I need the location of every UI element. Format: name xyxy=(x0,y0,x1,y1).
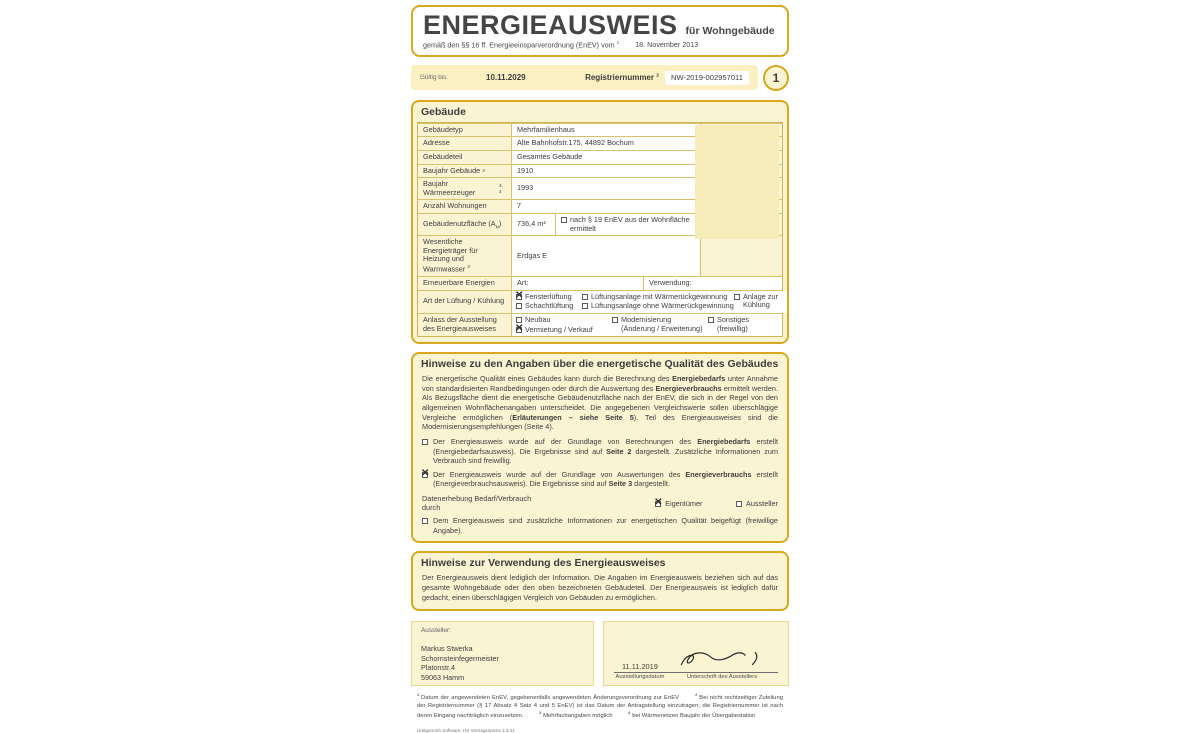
address-row-label: Adresse xyxy=(423,138,450,148)
floor-area-checkbox-label: nach § 19 EnEV aus der Wohnfläche ermittelt xyxy=(570,215,690,233)
checkbox-icon[interactable] xyxy=(516,303,522,309)
option-vermietung-verkauf xyxy=(516,326,612,335)
quality-hints-paragraph xyxy=(413,373,787,437)
floor-area-checkbox-cell xyxy=(555,214,701,235)
building-type-label: für Wohngebäude xyxy=(685,25,775,37)
checkbox-icon[interactable] xyxy=(582,303,588,309)
text-segment: dargestellt. Zusätzliche Informationen zum Verbrauch sind freiwillig. xyxy=(433,446,778,466)
issuer-box xyxy=(411,621,594,686)
option-label: Lüftungsanlage ohne Wärmerückgewinnung xyxy=(591,301,734,311)
checkbox-icon[interactable] xyxy=(422,472,428,478)
footnote-text: Bei nicht rechtzeitiger Zuteilung der Registriernummer (§ 17 Absatz 4 Satz 4 und 5 EnEV) ist das Datum der Antragstellung einzutragen; die Registriernummer ist nach deren Eingang nachträglich einzusetzen. xyxy=(417,695,783,719)
issuer-name: Markus Stwerka xyxy=(421,644,473,654)
footnote-ref-2: 2 xyxy=(656,73,659,79)
floor-area-row-label xyxy=(418,214,511,235)
checkbox-icon[interactable] xyxy=(516,317,522,323)
text-segment: erstellt (Energiebedarfsausweis). Die Ergebnisse sind auf xyxy=(433,436,778,456)
issue-date-column xyxy=(614,662,666,681)
footnote-number: 1 xyxy=(417,693,420,698)
footnote-text: Datum der angewendeten EnEV, gegebenenfalls angewendeten Änderungsverordnung zur EnEV xyxy=(421,695,680,702)
option-aussteller xyxy=(736,499,778,508)
building-type-value: Mehrfamilienhaus xyxy=(511,124,701,137)
checkbox-icon[interactable] xyxy=(736,501,742,507)
option-anlage-kuehlung xyxy=(734,293,786,310)
text-segment: dargestellt. xyxy=(632,479,670,489)
floor-area-label-post: ) xyxy=(498,218,502,228)
quality-hints-heading: Hinweise zu den Angaben über die energetische Qualität des Gebäudes xyxy=(421,358,779,371)
reason-options-cell xyxy=(511,314,782,336)
heater-year-value: 1993 xyxy=(511,178,701,199)
footnote-number: 4 xyxy=(628,711,631,716)
year-built-value: 1910 xyxy=(511,165,701,178)
heater-year-row-label xyxy=(418,178,511,199)
text-segment: Der Energieausweis wurde auf der Grundlage von Berechnungen des xyxy=(433,436,698,446)
heater-year-label-text: Baujahr Wärmeerzeuger xyxy=(423,179,476,197)
option-lueftung-ohne-wrg xyxy=(582,302,734,311)
usage-hints-section xyxy=(411,551,789,611)
page-number-badge: 1 xyxy=(763,65,789,91)
table-row-ventilation xyxy=(418,290,782,313)
energy-source-label-body: Wesentliche Energieträger für Heizung und Warmwasser xyxy=(423,237,478,274)
option-eigentuemer xyxy=(655,499,702,508)
renewables-use-field[interactable]: Verwendung: xyxy=(643,277,782,290)
text-segment-bold: Energiebedarfs xyxy=(697,436,751,446)
reason-col-2 xyxy=(612,316,708,333)
registry-number-field[interactable]: NW-2019-002957011 xyxy=(665,71,749,85)
option-label: Fensterlüftung xyxy=(525,291,572,301)
regulation-text xyxy=(423,40,619,49)
energy-source-label-text xyxy=(423,238,506,274)
renewables-art-field[interactable]: Art: xyxy=(511,277,643,290)
data-survey-row xyxy=(413,493,787,516)
text-segment: unter Annahme von standardisierten Randbedingungen oder durch die Auswertung des xyxy=(422,374,778,393)
regulation-text-body: gemäß den §§ 16 ff. Energieeinsparverordnung (EnEV) vom xyxy=(423,40,615,50)
ventilation-col-2 xyxy=(582,293,734,311)
text-segment: ). Teil des Energieausweises sind die Modernisierungsempfehlungen (Seite 4). xyxy=(422,412,778,432)
energy-certificate-page xyxy=(411,0,789,733)
option-modernisierung xyxy=(612,316,708,333)
header-subtitle xyxy=(423,40,777,49)
demand-certificate-text xyxy=(433,437,778,466)
option-neubau xyxy=(516,316,612,325)
checkbox-icon[interactable] xyxy=(582,294,588,300)
checkbox-icon[interactable] xyxy=(734,294,740,300)
ventilation-row-label: Art der Lüftung / Kühlung xyxy=(423,296,505,306)
renewables-row-label: Erneuerbare Energien xyxy=(423,278,495,288)
option-label: Sonstiges xyxy=(717,314,750,324)
footnote-text: Mehrfachangaben möglich xyxy=(543,713,613,719)
consumption-certificate-option xyxy=(413,470,787,493)
floor-area-sub: N xyxy=(495,224,499,230)
footnotes xyxy=(411,691,789,721)
checkbox-icon[interactable] xyxy=(655,501,661,507)
year-built-label-text: Baujahr Gebäude xyxy=(423,165,481,175)
footnote-ref-3: 3 xyxy=(482,168,485,174)
floor-area-label-text xyxy=(423,220,501,230)
building-type-row-label: Gebäudetyp xyxy=(423,124,463,134)
apartments-value: 7 xyxy=(511,200,701,213)
signature-area xyxy=(666,647,778,673)
building-table xyxy=(417,122,783,337)
footnote-number: 2 xyxy=(695,693,698,698)
usage-hints-heading: Hinweise zur Verwendung des Energieausweises xyxy=(421,557,666,570)
footnote-text: bei Wärmenetzen Baujahr der Übergabestation xyxy=(632,713,756,719)
checkbox-icon[interactable] xyxy=(422,439,428,445)
option-lueftung-mit-wrg xyxy=(582,293,734,302)
issuer-label: Aussteller: xyxy=(421,627,451,635)
ventilation-col-3 xyxy=(734,293,786,310)
text-segment: Der Energieausweis wurde auf der Grundlage von Auswertungen des xyxy=(433,469,686,479)
footnote-ref-3-4: 3, 4 xyxy=(498,183,503,194)
issuer-profession: Schornsteinfegermeister xyxy=(421,653,499,663)
checkbox-icon[interactable] xyxy=(612,317,618,323)
consumption-certificate-text xyxy=(433,470,778,489)
text-segment-bold: Energieverbrauchs xyxy=(655,383,722,393)
issuer-street: Platonstr.4 xyxy=(421,663,455,673)
year-built-row-label xyxy=(418,165,511,178)
signature-column xyxy=(666,647,778,681)
apartments-row-label: Anzahl Wohnungen xyxy=(423,201,487,211)
footnote-number: 3 xyxy=(539,711,542,716)
registry-label-text: Registriernummer xyxy=(585,73,654,83)
valid-until-label: Gültig bis: xyxy=(420,74,448,82)
issuer-city: 59063 Hamm xyxy=(421,672,465,682)
checkbox-icon[interactable] xyxy=(516,294,522,300)
checkbox-icon[interactable] xyxy=(516,327,522,333)
certificate-header xyxy=(411,5,789,57)
option-label: Neubau xyxy=(525,314,551,324)
option-label: Schachtlüftung xyxy=(525,301,574,311)
energy-source-row-label xyxy=(418,236,511,276)
checkbox-icon[interactable] xyxy=(561,217,567,223)
text-segment: Die energetische Qualität eines Gebäudes kann durch die Berechnung des xyxy=(422,374,673,384)
option-label: Vermietung / Verkauf xyxy=(525,324,593,334)
ventilation-col-1 xyxy=(516,293,582,311)
option-label-stack xyxy=(717,316,749,333)
option-label: Lüftungsanlage mit Wärmerückgewinnung xyxy=(591,291,728,301)
reason-row-label: Anlass der Ausstellung des Energieausweises xyxy=(423,315,497,334)
extra-info-label: Dem Energieausweis sind zusätzliche Informationen zur energetischen Qualität beigefügt (freiwillige Angabe). xyxy=(433,516,778,535)
issue-date-caption: Ausstellungsdatum xyxy=(615,674,665,681)
checkbox-icon[interactable] xyxy=(708,317,714,323)
option-sublabel: (Änderung / Erweiterung) xyxy=(621,323,703,333)
signature-box xyxy=(603,621,789,686)
issue-date-value: 11.11.2019 xyxy=(614,662,666,673)
energy-source-value: Erdgas E xyxy=(511,236,701,276)
option-schachtlueftung xyxy=(516,302,582,311)
demand-certificate-option xyxy=(413,437,787,470)
table-row-renewables xyxy=(418,276,782,290)
registry-label xyxy=(585,73,659,82)
building-section-heading: Gebäude xyxy=(421,105,466,118)
validity-strip xyxy=(411,65,758,90)
page-title: ENERGIEAUSWEIS xyxy=(423,10,678,40)
text-segment-bold: Energieverbrauchs xyxy=(685,469,752,479)
valid-until-date: 10.11.2029 xyxy=(486,73,526,83)
option-sonstiges xyxy=(708,316,749,333)
text-segment-bold: Energiebedarfs xyxy=(672,374,726,384)
text-segment-bold: Seite 2 xyxy=(606,446,632,456)
floor-area-checkbox-line xyxy=(561,216,695,233)
building-section xyxy=(411,100,789,344)
survey-label: Datenerhebung Bedarf/Verbrauch durch xyxy=(422,494,532,512)
reason-col-1 xyxy=(516,316,612,334)
text-segment: erstellt (Energieverbrauchsausweis). Die Ergebnisse sind auf xyxy=(433,469,778,489)
extra-info-option xyxy=(413,516,787,541)
building-part-value: Gesamtes Gebäude xyxy=(511,151,701,164)
text-segment-bold: Erläuterungen – siehe Seite 5 xyxy=(512,412,634,422)
text-segment-bold: Seite 3 xyxy=(608,479,633,489)
usage-hints-paragraph: Der Energieausweis dient lediglich der Information. Die Angaben im Energieausweis beziehen sich auf das gesamte Wohngebäude oder den oben bezeichneten Gebäudeteil. Der Energieausweis ist lediglich dafür gedacht, einen überschlägigen Vergleich von Gebäuden zu ermöglichen. xyxy=(422,573,778,602)
checkbox-icon[interactable] xyxy=(422,518,428,524)
validity-row xyxy=(411,65,789,91)
table-row-reason xyxy=(418,313,782,336)
signature-icon xyxy=(674,647,770,671)
signature-caption: Unterschrift des Ausstellers xyxy=(686,674,758,681)
option-sublabel: (freiwillig) xyxy=(717,323,748,333)
ventilation-options-cell xyxy=(511,291,789,313)
issuer-row xyxy=(411,621,789,686)
text-segment: ermittelt werden. Als Bezugsfläche dient die energetische Gebäudenutzfläche nach der EnEV, die sich in der Regel von den allgemeinen Wohnflächenangaben unterscheidet. Die angegebenen Vergleichswerte sollen überschlägige Vergleiche ermöglichen ( xyxy=(422,383,778,422)
building-part-row-label: Gebäudeteil xyxy=(423,151,463,161)
quality-hints-section xyxy=(411,352,789,543)
regulation-date: 18. November 2013 xyxy=(635,40,699,50)
title-line xyxy=(423,11,777,39)
software-watermark: Hottgenroth Software, HS Vertragsspezis 3.3.41 xyxy=(417,727,515,733)
reason-col-3 xyxy=(708,316,749,333)
address-value: Alte Bahnhofstr.175, 44892 Bochum xyxy=(511,137,701,150)
floor-area-value: 736,4 m² xyxy=(511,214,555,235)
footnote-ref-1: 1 xyxy=(616,40,620,46)
option-label: Modernisierung xyxy=(621,314,672,324)
option-label: Aussteller xyxy=(745,498,778,508)
building-photo-placeholder xyxy=(695,125,779,239)
floor-area-label-pre: Gebäudenutzfläche (A xyxy=(423,218,496,228)
option-fensterlueftung xyxy=(516,293,582,302)
row-filler xyxy=(701,236,782,276)
option-label: Anlage zur Kühlung xyxy=(743,291,778,310)
footnote-ref-3b: 3 xyxy=(467,264,470,270)
option-label-stack xyxy=(621,316,703,333)
table-row-energy-source xyxy=(418,235,782,276)
option-label: Eigentümer xyxy=(665,498,703,508)
